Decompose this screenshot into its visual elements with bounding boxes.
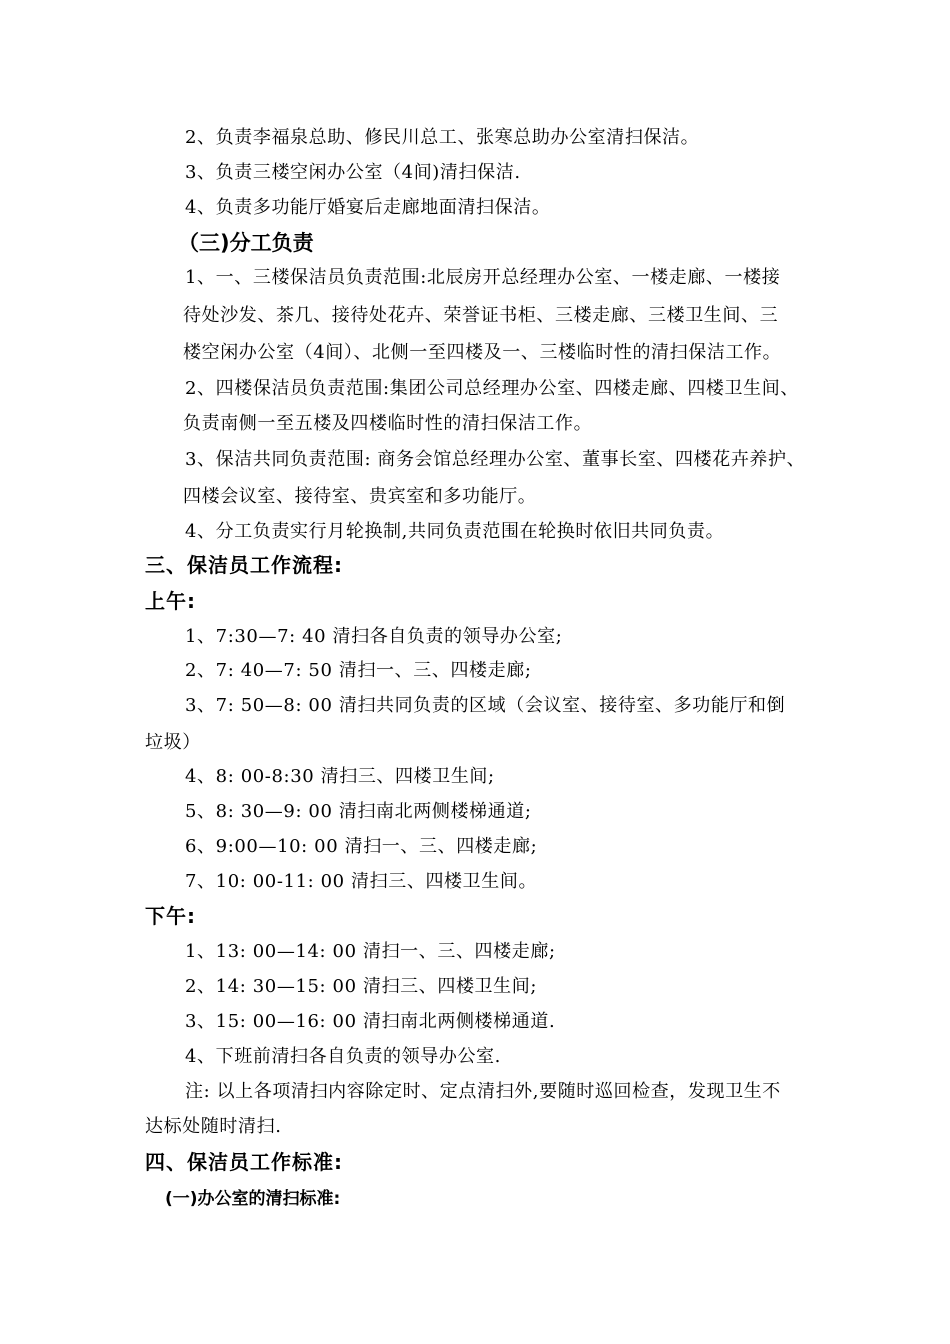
division-heading: （三)分工负责 [178, 231, 314, 255]
division-line: 四楼会议室、接待室、贵宾室和多功能厅。 [183, 486, 537, 507]
division-line: 3、保洁共同负责范围: 商务会馆总经理办公室、董事长室、四楼花卉养护、 [185, 449, 806, 470]
morning-heading: 上午: [145, 589, 196, 613]
section2-item-3: 3、负责三楼空闲办公室（4间)清扫保洁. [185, 162, 521, 183]
section2-item-2: 2、负责李福泉总助、修民川总工、张寒总助办公室清扫保洁。 [185, 127, 700, 148]
morning-line: 3、7: 50—8: 00 清扫共同负责的区域（会议室、接待室、多功能厅和倒 [185, 695, 786, 716]
division-line: 1、一、三楼保洁员负责范围:北辰房开总经理办公室、一楼走廊、一楼接 [185, 267, 781, 288]
morning-line: 垃圾） [145, 732, 201, 753]
afternoon-line: 4、下班前清扫各自负责的领导办公室. [185, 1046, 501, 1067]
afternoon-line: 2、14: 30—15: 00 清扫三、四楼卫生间; [185, 976, 538, 997]
morning-line: 1、7:30—7: 40 清扫各自负责的领导办公室; [185, 626, 563, 647]
morning-line: 6、9:00—10: 00 清扫一、三、四楼走廊; [185, 836, 538, 857]
division-line: 4、分工负责实行月轮换制,共同负责范围在轮换时依旧共同负责。 [185, 521, 725, 542]
division-line: 楼空闲办公室（4间）、北侧一至四楼及一、三楼临时性的清扫保洁工作。 [183, 342, 782, 363]
morning-line: 7、10: 00-11: 00 清扫三、四楼卫生间。 [185, 871, 538, 892]
division-line: 2、四楼保洁员负责范围:集团公司总经理办公室、四楼走廊、四楼卫生间、 [185, 378, 799, 399]
division-line: 待处沙发、茶几、接待处花卉、荣誉证书柜、三楼走廊、三楼卫生间、三 [183, 305, 779, 326]
section2-item-4: 4、负责多功能厅婚宴后走廊地面清扫保洁。 [185, 197, 551, 218]
morning-line: 2、7: 40—7: 50 清扫一、三、四楼走廊; [185, 660, 532, 681]
afternoon-line: 1、13: 00—14: 00 清扫一、三、四楼走廊; [185, 941, 556, 962]
division-line: 负责南侧一至五楼及四楼临时性的清扫保洁工作。 [183, 413, 593, 434]
morning-line: 5、8: 30—9: 00 清扫南北两侧楼梯通道; [185, 801, 532, 822]
morning-line: 4、8: 00-8:30 清扫三、四楼卫生间; [185, 766, 495, 787]
workflow-heading: 三、保洁员工作流程: [145, 553, 343, 577]
note-line: 达标处随时清扫. [145, 1116, 282, 1137]
afternoon-line: 3、15: 00—16: 00 清扫南北两侧楼梯通道. [185, 1011, 556, 1032]
note-line: 注: 以上各项清扫内容除定时、定点清扫外,要随时巡回检查，发现卫生不 [185, 1081, 781, 1102]
afternoon-heading: 下午: [145, 904, 196, 928]
standards-heading: 四、保洁员工作标准: [145, 1150, 343, 1174]
standards-subheading: (一)办公室的清扫标准: [165, 1189, 341, 1209]
